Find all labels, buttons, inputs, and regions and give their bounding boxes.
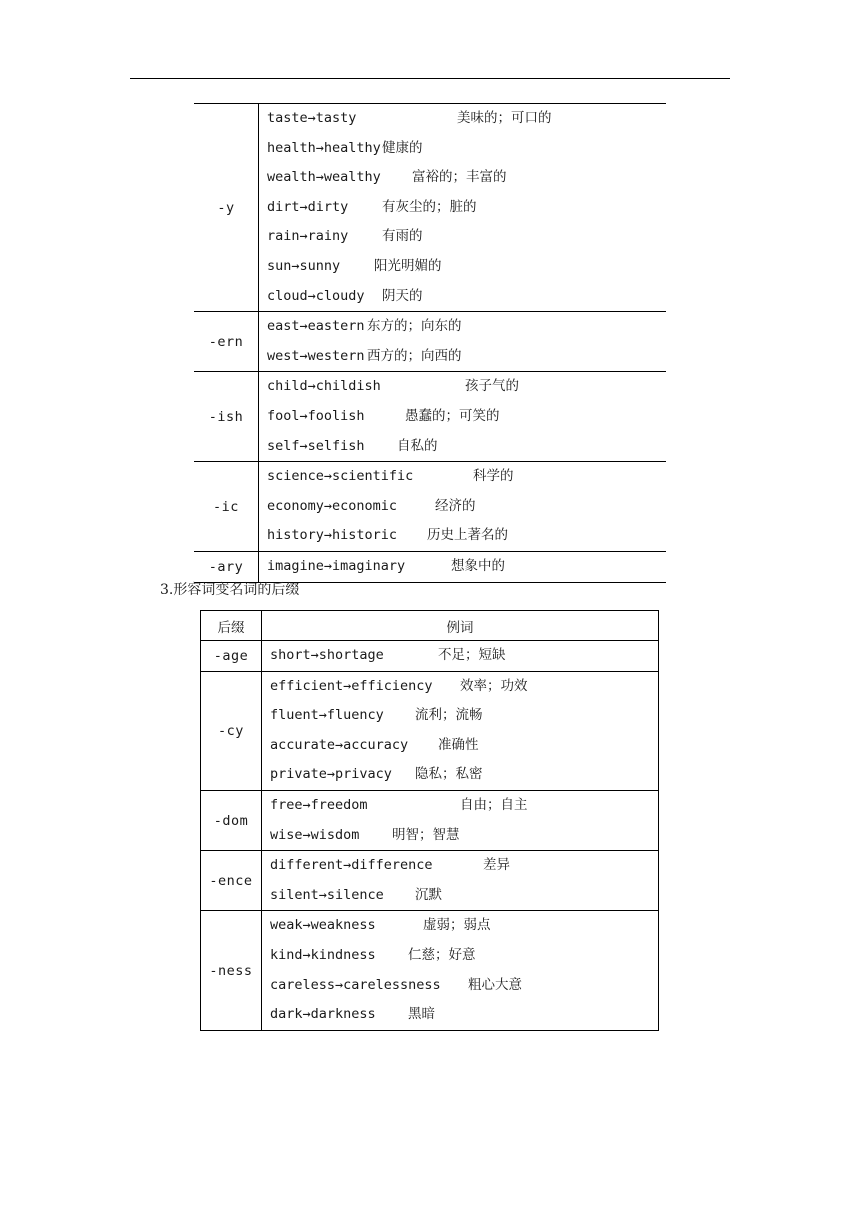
- example-line: [262, 941, 658, 971]
- example-line: [262, 821, 658, 851]
- example-word: science→scientific: [267, 468, 414, 485]
- example-word: sun→sunny: [267, 257, 341, 274]
- example-word: dark→darkness: [270, 1006, 376, 1023]
- example-meaning: 美味的；可口的: [457, 110, 552, 126]
- example-word: cloud→cloudy: [267, 287, 365, 304]
- header-suffix: 后缀: [201, 611, 262, 641]
- example-line: [262, 911, 658, 941]
- example-line: [262, 971, 658, 1001]
- example-meaning: 虚弱；弱点: [423, 917, 491, 934]
- example-meaning: 沉默: [415, 886, 442, 903]
- example-meaning: 不足；短缺: [438, 647, 506, 663]
- example-word: efficient→efficiency: [270, 677, 433, 694]
- suffix-row: [201, 851, 659, 911]
- example-word: wise→wisdom: [270, 826, 360, 843]
- example-line: [259, 134, 666, 164]
- example-line: [259, 552, 666, 582]
- suffix-cell: -ary: [194, 551, 259, 582]
- example-word: rain→rainy: [267, 228, 349, 245]
- suffix-row: [201, 671, 659, 790]
- example-meaning: 西方的；向西的: [367, 347, 462, 364]
- suffix-cell: -y: [194, 104, 259, 312]
- example-meaning: 阴天的: [382, 287, 423, 304]
- example-meaning: 粗心大意: [468, 976, 522, 993]
- suffix-cell: -ish: [194, 372, 259, 462]
- examples-cell: [259, 551, 667, 582]
- examples-cell: [259, 104, 667, 312]
- header-examples: 例词: [262, 611, 659, 641]
- example-line: [262, 760, 658, 790]
- example-meaning: 黑暗: [408, 1006, 435, 1023]
- suffix-cell: -ness: [201, 911, 262, 1030]
- example-line: [262, 1000, 658, 1030]
- suffix-row: [194, 372, 666, 462]
- example-line: [259, 282, 666, 312]
- suffix-row: [194, 551, 666, 582]
- example-line: [259, 492, 666, 522]
- suffix-row: [194, 462, 666, 552]
- example-word: short→shortage: [270, 647, 384, 663]
- example-meaning: 隐私；私密: [415, 766, 483, 783]
- suffix-cell: -cy: [201, 671, 262, 790]
- examples-cell: [259, 372, 667, 462]
- example-word: kind→kindness: [270, 946, 376, 963]
- example-word: child→childish: [267, 378, 381, 395]
- examples-cell: [262, 671, 659, 790]
- suffix-row: [201, 911, 659, 1030]
- suffix-cell: -age: [201, 641, 262, 672]
- examples-cell: [262, 851, 659, 911]
- example-line: [262, 851, 658, 881]
- example-word: accurate→accuracy: [270, 736, 409, 753]
- suffix-row: [201, 790, 659, 850]
- example-word: self→selfish: [267, 437, 365, 454]
- example-word: weak→weakness: [270, 917, 376, 934]
- example-line: [262, 881, 658, 911]
- suffix-row: [194, 104, 666, 312]
- example-line: [259, 521, 666, 551]
- suffix-row: [201, 641, 659, 672]
- example-meaning: 明智；智慧: [392, 826, 460, 843]
- example-word: taste→tasty: [267, 110, 357, 126]
- example-line: [259, 342, 666, 372]
- example-line: [259, 222, 666, 252]
- example-word: east→eastern: [267, 318, 365, 335]
- suffix-cell: -ic: [194, 462, 259, 552]
- example-meaning: 健康的: [382, 139, 423, 156]
- example-meaning: 孩子气的: [465, 378, 519, 395]
- example-word: private→privacy: [270, 766, 392, 783]
- example-line: [259, 252, 666, 282]
- examples-cell: [262, 911, 659, 1030]
- example-word: dirt→dirty: [267, 198, 349, 215]
- example-meaning: 自由；自主: [460, 796, 528, 813]
- example-word: fluent→fluency: [270, 707, 384, 724]
- example-word: imagine→imaginary: [267, 557, 406, 574]
- examples-cell: [262, 641, 659, 672]
- suffix-table-1: [194, 103, 666, 583]
- example-word: different→difference: [270, 857, 433, 874]
- example-word: wealth→wealthy: [267, 169, 381, 186]
- suffix-cell: -ern: [194, 312, 259, 372]
- example-line: [259, 312, 666, 342]
- example-meaning: 阳光明媚的: [374, 257, 442, 274]
- examples-cell: [262, 790, 659, 850]
- example-meaning: 科学的: [473, 468, 514, 485]
- example-word: careless→carelessness: [270, 976, 441, 993]
- header-rule: [130, 78, 730, 79]
- example-meaning: 有灰尘的；脏的: [382, 198, 477, 215]
- example-line: [262, 641, 658, 671]
- example-meaning: 想象中的: [451, 557, 505, 574]
- example-meaning: 历史上著名的: [427, 527, 508, 544]
- example-meaning: 东方的；向东的: [367, 318, 462, 335]
- example-line: [259, 104, 666, 134]
- example-line: [262, 791, 658, 821]
- example-word: free→freedom: [270, 796, 368, 813]
- example-word: history→historic: [267, 527, 398, 544]
- suffix-cell: -ence: [201, 851, 262, 911]
- example-meaning: 愚蠢的；可笑的: [405, 407, 500, 424]
- example-meaning: 仁慈；好意: [408, 946, 476, 963]
- example-line: [259, 193, 666, 223]
- example-word: economy→economic: [267, 497, 398, 514]
- example-meaning: 效率；功效: [460, 677, 528, 694]
- example-word: fool→foolish: [267, 407, 365, 424]
- example-meaning: 差异: [483, 857, 510, 874]
- example-line: [259, 462, 666, 492]
- examples-cell: [259, 312, 667, 372]
- example-word: west→western: [267, 347, 365, 364]
- example-line: [262, 701, 658, 731]
- section-heading: 3.形容词变名词的后缀: [160, 582, 300, 598]
- example-meaning: 有雨的: [382, 228, 423, 245]
- example-meaning: 富裕的；丰富的: [412, 169, 507, 186]
- example-meaning: 流利；流畅: [415, 707, 483, 724]
- example-word: health→healthy: [267, 139, 381, 156]
- suffix-row: [194, 312, 666, 372]
- example-meaning: 自私的: [397, 437, 438, 454]
- example-line: [259, 432, 666, 462]
- example-line: [259, 372, 666, 402]
- example-line: [262, 731, 658, 761]
- example-word: silent→silence: [270, 886, 384, 903]
- example-line: [259, 163, 666, 193]
- example-line: [262, 672, 658, 702]
- example-meaning: 经济的: [435, 497, 476, 514]
- example-line: [259, 402, 666, 432]
- examples-cell: [259, 462, 667, 552]
- suffix-table-2: [200, 610, 659, 1031]
- example-meaning: 准确性: [438, 736, 479, 753]
- suffix-cell: -dom: [201, 790, 262, 850]
- table-header-row: [201, 611, 659, 641]
